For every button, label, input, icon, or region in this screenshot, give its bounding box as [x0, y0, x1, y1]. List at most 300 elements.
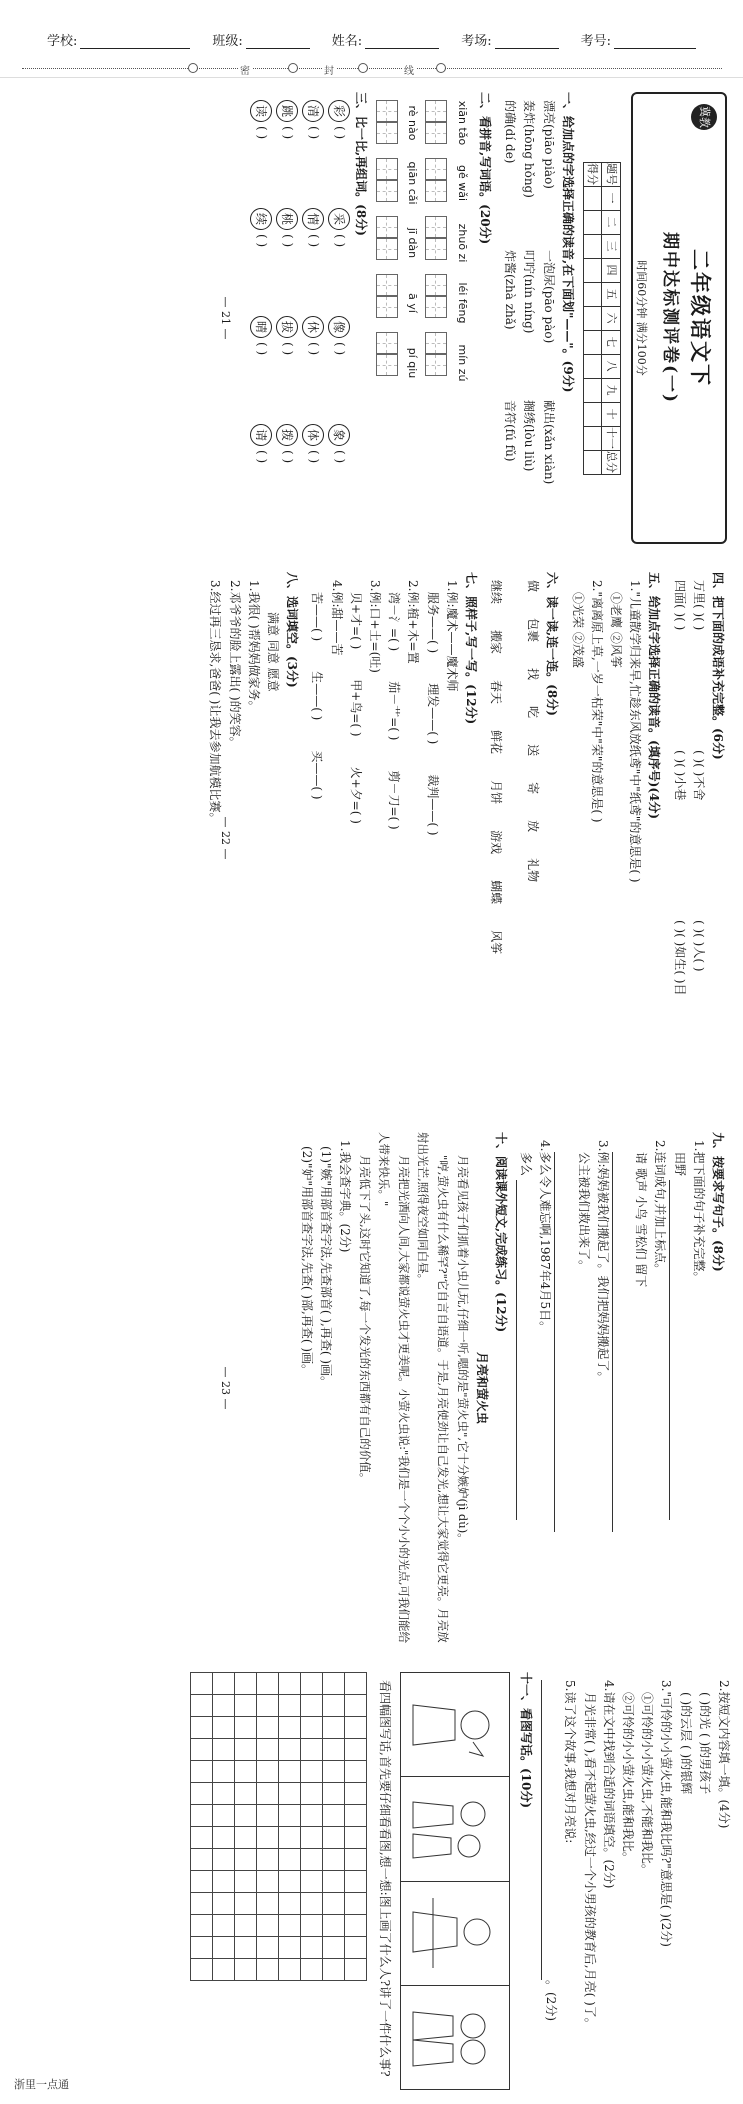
score-cell[interactable]	[583, 402, 602, 426]
writing-cell[interactable]	[300, 1739, 322, 1761]
score-header-cell: 十	[602, 402, 621, 426]
writing-box-pair	[376, 100, 398, 144]
exam-sheet	[0, 78, 743, 2104]
fill-sentence[interactable]: 3.经过再三恳求,爸爸( )让我去参加航模比赛。	[208, 580, 223, 825]
writing-cell[interactable]	[300, 1915, 322, 1937]
section-7-row1	[422, 592, 441, 1104]
answer-line[interactable]	[554, 1152, 566, 1532]
writing-cell[interactable]	[190, 1871, 212, 1893]
writing-cell[interactable]	[190, 1805, 212, 1827]
compare-char: 读	[251, 100, 273, 122]
section-10-q2: 2.按短文内容填一填。(4分)	[717, 1680, 731, 1829]
writing-cell[interactable]	[322, 1849, 344, 1871]
writing-cell[interactable]	[234, 1959, 256, 1981]
exercise-blank[interactable]: 湾－氵=( )	[387, 592, 402, 652]
writing-cell[interactable]	[278, 1717, 300, 1739]
grade-title: 二年级语文下	[688, 249, 713, 387]
match-left-row	[523, 580, 542, 1104]
section-7-row2	[384, 592, 403, 1104]
writing-cell[interactable]	[234, 1673, 256, 1695]
compare-char: 像	[329, 316, 351, 338]
fill-sentence[interactable]: 2.邓爷爷的脸上露出( )的笑容。	[227, 580, 242, 749]
section-8-items	[205, 580, 263, 1104]
number-field[interactable]: 考号:	[581, 27, 696, 49]
answer-line[interactable]	[612, 1152, 624, 1532]
writing-cell[interactable]	[300, 1673, 322, 1695]
writing-cell[interactable]	[278, 1871, 300, 1893]
name-field[interactable]: 姓名:	[332, 27, 439, 49]
writing-cell[interactable]	[256, 1695, 278, 1717]
compare-answer[interactable]: ( )	[333, 450, 348, 464]
writing-cell[interactable]	[212, 1827, 234, 1849]
writing-box[interactable]	[376, 158, 398, 180]
writing-cell[interactable]	[212, 1739, 234, 1761]
section-9-q1: 1.把下面的句子补充完整。	[691, 1140, 706, 1284]
compare-char: 桃	[277, 208, 299, 230]
score-cell[interactable]	[583, 354, 602, 378]
writing-box[interactable]	[425, 216, 447, 238]
writing-cell[interactable]	[344, 1673, 366, 1695]
writing-cell[interactable]	[234, 1937, 256, 1959]
reading-choice[interactable]: 炸酱(zhà zhǎ)	[503, 250, 518, 330]
writing-box[interactable]	[425, 122, 447, 144]
compare-answer[interactable]: ( )	[255, 450, 270, 464]
exam-header	[0, 0, 743, 78]
score-cell[interactable]	[583, 426, 602, 450]
exercise-blank[interactable]: 生——( )	[310, 671, 325, 721]
writing-cell[interactable]	[300, 1959, 322, 1981]
writing-box-pair	[425, 216, 447, 260]
writing-box[interactable]	[425, 332, 447, 354]
match-word-top[interactable]: 包裹	[526, 618, 541, 643]
writing-cell[interactable]	[212, 1717, 234, 1739]
writing-cell[interactable]	[344, 1915, 366, 1937]
writing-cell[interactable]	[344, 1783, 366, 1805]
section-10-q3a[interactable]: ①可怜的小小萤火虫,不能和我比。	[640, 1692, 655, 1876]
exercise-blank[interactable]: 苦——( )	[310, 592, 325, 642]
compare-answer[interactable]: ( )	[333, 126, 348, 140]
score-cell[interactable]	[583, 234, 602, 258]
writing-cell[interactable]	[278, 1915, 300, 1937]
writing-cell[interactable]	[256, 1893, 278, 1915]
writing-cell[interactable]	[322, 1739, 344, 1761]
exam-time: 时间60分钟 满分100分	[635, 260, 649, 376]
reading-choice[interactable]: 叮咛(nín níng)	[522, 250, 537, 334]
page-23	[213, 1118, 743, 1658]
writing-cell[interactable]	[212, 1673, 234, 1695]
writing-cell[interactable]	[278, 1673, 300, 1695]
writing-box[interactable]	[376, 274, 398, 296]
reading-choice[interactable]: 一泡尿(pāo pào)	[541, 250, 556, 344]
writing-cell[interactable]	[300, 1695, 322, 1717]
writing-cell[interactable]	[344, 1717, 366, 1739]
match-word-bottom[interactable]: 春天	[489, 680, 504, 705]
score-cell[interactable]	[583, 450, 602, 474]
writing-box[interactable]	[425, 238, 447, 260]
exercise-blank[interactable]: 火+夕=( )	[348, 766, 363, 824]
writing-cell[interactable]	[322, 1871, 344, 1893]
writing-cell[interactable]	[322, 1695, 344, 1717]
section-10-q4a: 月光非常( ),看不起萤火虫,经过一个小男孩的教育后,月亮( )了。	[582, 1692, 597, 2030]
compare-char: 晴	[251, 316, 273, 338]
exercise-blank[interactable]: 服务——( )	[425, 592, 440, 654]
exercise-blank[interactable]: 裁判——( )	[425, 774, 440, 836]
pinyin-row	[404, 100, 422, 544]
score-header-cell: 三	[602, 234, 621, 258]
score-header-cell: 四	[602, 258, 621, 282]
writing-cell[interactable]	[256, 1849, 278, 1871]
section-10-q3: 3."可怜的小小萤火虫,能和我比吗?"意思是( )(2分)	[659, 1680, 674, 1947]
writing-cell[interactable]	[212, 1783, 234, 1805]
compare-item	[251, 424, 273, 530]
score-cell[interactable]	[583, 306, 602, 330]
writing-cell[interactable]	[322, 1805, 344, 1827]
section-10-q5-points: 。(2分)	[544, 1980, 559, 2021]
writing-cell[interactable]	[190, 1849, 212, 1871]
writing-cell[interactable]	[300, 1871, 322, 1893]
pinyin-label: rè nào	[406, 105, 420, 141]
writing-box-pair	[376, 216, 398, 260]
writing-cell[interactable]	[234, 1761, 256, 1783]
writing-cell[interactable]	[278, 1695, 300, 1717]
writing-cell[interactable]	[344, 1871, 366, 1893]
score-cell[interactable]	[583, 378, 602, 402]
section-7-ex4: 4.例:甜——苦	[329, 580, 344, 656]
section-10-q2a: ( )的光 ( )的男孩子	[697, 1692, 712, 1795]
reading-choice[interactable]: 献出(xǎn xiàn)	[541, 400, 556, 485]
writing-cell[interactable]	[300, 1937, 322, 1959]
compare-answer[interactable]: ( )	[333, 234, 348, 248]
writing-box[interactable]	[425, 158, 447, 180]
writing-cell[interactable]	[344, 1739, 366, 1761]
score-header-cell: 总分	[602, 450, 621, 474]
writing-cell[interactable]	[234, 1871, 256, 1893]
writing-prompt: 看四幅图写话,首先要仔细看看图,想一想:图上画了什么人?讲了一件什么事?	[377, 1680, 392, 2077]
score-cell[interactable]	[583, 282, 602, 306]
writing-cell[interactable]	[278, 1783, 300, 1805]
picture-1	[401, 1673, 509, 1777]
writing-cell[interactable]	[300, 1761, 322, 1783]
writing-cell[interactable]	[234, 1915, 256, 1937]
match-word-top[interactable]: 找	[526, 668, 541, 681]
writing-cell[interactable]	[190, 1673, 212, 1695]
writing-cell[interactable]	[234, 1893, 256, 1915]
compare-item	[251, 208, 273, 314]
writing-box[interactable]	[425, 274, 447, 296]
idiom-item[interactable]: 四面( )( )	[672, 580, 687, 631]
writing-cell[interactable]	[256, 1673, 278, 1695]
writing-cell[interactable]	[278, 1849, 300, 1871]
compare-answer[interactable]: ( )	[281, 126, 296, 140]
compare-char: 续	[251, 208, 273, 230]
compare-answer[interactable]: ( )	[307, 234, 322, 248]
match-word-bottom[interactable]: 继续	[489, 580, 504, 605]
writing-cell[interactable]	[256, 1761, 278, 1783]
score-cell[interactable]	[583, 330, 602, 354]
class-field[interactable]: 班级:	[212, 27, 309, 49]
exercise-blank[interactable]: 茄－艹=( )	[387, 681, 402, 741]
score-label-cell: 得分	[583, 162, 602, 186]
writing-cell[interactable]	[300, 1893, 322, 1915]
answer-line[interactable]	[669, 1180, 681, 1520]
section-9-q2-words: 请 歌声 小鸟 雪松们 留下	[634, 1152, 649, 1288]
writing-cell[interactable]	[344, 1959, 366, 1981]
writing-cell[interactable]	[256, 1739, 278, 1761]
idiom-item[interactable]: ( )( )小巷	[672, 750, 687, 801]
match-word-top[interactable]: 送	[526, 744, 541, 757]
writing-cell[interactable]	[256, 1805, 278, 1827]
compare-answer[interactable]: ( )	[307, 126, 322, 140]
writing-cell[interactable]	[234, 1805, 256, 1827]
writing-cell[interactable]	[300, 1783, 322, 1805]
writing-cell[interactable]	[344, 1827, 366, 1849]
writing-cell[interactable]	[344, 1893, 366, 1915]
publisher-badge: 冀教	[691, 104, 717, 130]
section-5-q1-options[interactable]: ①老鹰 ②风筝	[609, 592, 624, 668]
compare-answer[interactable]: ( )	[307, 450, 322, 464]
idiom-item[interactable]: ( )( )如生( )目	[672, 920, 687, 996]
writing-cell[interactable]	[256, 1827, 278, 1849]
writing-cell[interactable]	[256, 1783, 278, 1805]
writing-cell[interactable]	[300, 1827, 322, 1849]
pinyin-label: qiān cǎi	[406, 161, 420, 205]
writing-cell[interactable]	[212, 1915, 234, 1937]
writing-cell[interactable]	[322, 1893, 344, 1915]
writing-cell[interactable]	[190, 1739, 212, 1761]
story-body	[354, 1132, 471, 1644]
writing-cell[interactable]	[190, 1893, 212, 1915]
writing-box[interactable]	[376, 100, 398, 122]
reading-choice[interactable]: 漂亮(piāo piào)	[541, 100, 556, 189]
writing-cell[interactable]	[234, 1717, 256, 1739]
compare-char: 拔	[277, 316, 299, 338]
writing-cell[interactable]	[278, 1959, 300, 1981]
writing-cell[interactable]	[344, 1761, 366, 1783]
writing-cell[interactable]	[190, 1717, 212, 1739]
compare-item	[277, 100, 299, 206]
writing-cell[interactable]	[212, 1849, 234, 1871]
writing-cell[interactable]	[234, 1849, 256, 1871]
writing-cell[interactable]	[234, 1695, 256, 1717]
exercise-blank[interactable]: 贝+才=( )	[348, 592, 363, 650]
writing-cell[interactable]	[212, 1761, 234, 1783]
compare-item	[329, 100, 351, 206]
writing-cell[interactable]	[278, 1761, 300, 1783]
match-word-bottom[interactable]: 搬家	[489, 630, 504, 655]
pinyin-block-2	[376, 100, 422, 544]
writing-box[interactable]	[376, 216, 398, 238]
writing-cell[interactable]	[190, 1937, 212, 1959]
writing-box[interactable]	[376, 332, 398, 354]
section-10-q4: 4.请在文中找到合适的词语填空。(2分)	[601, 1680, 616, 1889]
story-paragraph: 月亮低下了头,这时它知道了,每一个发光的东西都有自己的价值。	[357, 1155, 372, 1485]
writing-cell[interactable]	[190, 1827, 212, 1849]
writing-cell[interactable]	[278, 1805, 300, 1827]
pinyin-block-1	[425, 100, 471, 544]
reading-choice[interactable]: 轰炸(hōng hǒng)	[522, 100, 537, 198]
writing-cell[interactable]	[256, 1871, 278, 1893]
writing-cell[interactable]	[344, 1937, 366, 1959]
match-word-bottom[interactable]: 风筝	[489, 930, 504, 955]
seal-char: 密	[238, 62, 252, 77]
pinyin-row	[453, 100, 471, 544]
writing-cell[interactable]	[190, 1915, 212, 1937]
writing-box[interactable]	[425, 296, 447, 318]
writing-cell[interactable]	[256, 1937, 278, 1959]
idiom-item[interactable]: ( )( )不舍	[691, 750, 706, 801]
score-cell[interactable]	[583, 186, 602, 210]
writing-cell[interactable]	[212, 1937, 234, 1959]
writing-cell[interactable]	[322, 1959, 344, 1981]
writing-cell[interactable]	[256, 1915, 278, 1937]
writing-cell[interactable]	[212, 1959, 234, 1981]
writing-box-pair	[376, 158, 398, 202]
section-5-q1: 1."儿童散学归来早,忙趁东风放纸鸢"中"纸鸢"的意思是( )	[628, 580, 643, 883]
writing-cell[interactable]	[322, 1915, 344, 1937]
section-10-q3b[interactable]: ②可怜的小小萤火虫,能和我比。	[621, 1692, 636, 1864]
exercise-blank[interactable]: 理发——( )	[425, 683, 440, 745]
writing-cell[interactable]	[322, 1761, 344, 1783]
writing-cell[interactable]	[322, 1827, 344, 1849]
section-5-q2-options[interactable]: ①光荣 ②茂盛	[570, 592, 585, 668]
writing-cell[interactable]	[278, 1739, 300, 1761]
compare-answer[interactable]: ( )	[281, 234, 296, 248]
compare-answer[interactable]: ( )	[333, 342, 348, 356]
watermark: 浙里一点通	[14, 2078, 69, 2091]
writing-cell[interactable]	[322, 1717, 344, 1739]
writing-cell[interactable]	[212, 1695, 234, 1717]
compare-answer[interactable]: ( )	[307, 342, 322, 356]
writing-cell[interactable]	[190, 1783, 212, 1805]
writing-box-pair	[425, 274, 447, 318]
match-word-top[interactable]: 放	[526, 820, 541, 833]
writing-cell[interactable]	[256, 1717, 278, 1739]
writing-cell[interactable]	[300, 1717, 322, 1739]
section-10-q2b: ( )的云层 ( )的银辉	[678, 1692, 693, 1795]
writing-cell[interactable]	[344, 1805, 366, 1827]
writing-cell[interactable]	[300, 1805, 322, 1827]
student-info-row	[0, 27, 743, 49]
compare-item	[303, 100, 325, 206]
section-10-q5: 5.读了这个故事,我想对月亮说:	[563, 1680, 578, 1844]
writing-cell[interactable]	[190, 1695, 212, 1717]
section-10-heading: 十、阅读课外短文,完成练习。(12分)	[493, 1132, 508, 1333]
match-word-bottom[interactable]: 游戏	[489, 830, 504, 855]
writing-cell[interactable]	[212, 1871, 234, 1893]
reading-choice[interactable]: 音符(fú fǔ)	[503, 400, 518, 462]
match-word-top[interactable]: 吃	[526, 706, 541, 719]
room-field[interactable]: 考场:	[461, 27, 558, 49]
compare-answer[interactable]: ( )	[281, 450, 296, 464]
score-cell[interactable]	[583, 258, 602, 282]
writing-box[interactable]	[376, 354, 398, 376]
seal-line	[22, 62, 722, 76]
section-8-heading: 八、选词填空。(3分)	[285, 572, 300, 688]
picture-4	[401, 1986, 509, 2089]
writing-cell[interactable]	[344, 1849, 366, 1871]
compare-item	[329, 316, 351, 422]
match-word-top[interactable]: 寄	[526, 782, 541, 795]
writing-cell[interactable]	[190, 1761, 212, 1783]
section-10-q1b: (2)"妒"用部首查字法,先查( )部,再查( )画。	[299, 1146, 314, 1377]
writing-cell[interactable]	[278, 1893, 300, 1915]
compare-char: 休	[303, 316, 325, 338]
writing-box[interactable]	[425, 100, 447, 122]
writing-cell[interactable]	[322, 1937, 344, 1959]
idiom-item[interactable]: 万里( )( )	[691, 580, 706, 631]
writing-cell[interactable]	[300, 1849, 322, 1871]
section-7-heading: 七、照样子,写一写。(12分)	[463, 572, 478, 725]
writing-cell[interactable]	[278, 1937, 300, 1959]
writing-cell[interactable]	[322, 1673, 344, 1695]
compare-answer[interactable]: ( )	[281, 342, 296, 356]
writing-cell[interactable]	[256, 1959, 278, 1981]
writing-box[interactable]	[376, 238, 398, 260]
match-word-top[interactable]: 礼物	[526, 858, 541, 883]
compare-char: 体	[303, 424, 325, 446]
compare-char: 采	[329, 208, 351, 230]
school-field[interactable]: 学校:	[47, 27, 190, 49]
writing-cell[interactable]	[234, 1783, 256, 1805]
writing-box[interactable]	[425, 180, 447, 202]
picture-3	[401, 1882, 509, 1986]
section-9-q1-stem: 田野	[672, 1152, 687, 1177]
exam-title: 期中达标测评卷(一)	[660, 231, 681, 405]
exercise-blank[interactable]: 甲+鸟=( )	[348, 679, 363, 737]
reading-choice[interactable]: 搁绣(lòu liù)	[522, 400, 537, 472]
writing-cell[interactable]	[212, 1893, 234, 1915]
compare-item	[277, 316, 299, 422]
story-paragraph: "哼,萤火虫有什么稀罕?"它自言自语道。于是,月亮使劲让自己发光,想让大家觉得它更亮。月亮放射出光芒,照得夜空如同白昼。	[416, 1132, 451, 1643]
match-word-bottom[interactable]: 蝴蝶	[489, 880, 504, 905]
writing-box[interactable]	[376, 296, 398, 318]
writing-cell[interactable]	[212, 1805, 234, 1827]
page-24	[13, 1658, 743, 2104]
score-header-cell: 十一	[602, 426, 621, 450]
writing-cell[interactable]	[234, 1827, 256, 1849]
writing-cell[interactable]	[190, 1959, 212, 1981]
writing-cell[interactable]	[234, 1739, 256, 1761]
compare-item	[277, 208, 299, 314]
answer-line[interactable]	[541, 1680, 553, 1980]
writing-box[interactable]	[376, 122, 398, 144]
compare-answer[interactable]: ( )	[255, 342, 270, 356]
match-word-top[interactable]: 做	[526, 580, 541, 593]
idiom-item[interactable]: ( )( )人( )	[691, 920, 706, 972]
compare-item	[277, 424, 299, 530]
match-word-bottom[interactable]: 鲜花	[489, 730, 504, 755]
writing-box[interactable]	[376, 180, 398, 202]
exercise-blank[interactable]: 剪－刀=( )	[387, 770, 402, 830]
score-cell[interactable]	[583, 210, 602, 234]
fill-sentence[interactable]: 1.我很( )帮妈妈做家务。	[246, 580, 261, 713]
answer-line[interactable]	[516, 1180, 528, 1520]
seal-circle	[436, 63, 446, 73]
compare-answer[interactable]: ( )	[255, 126, 270, 140]
page-22	[208, 558, 743, 1118]
match-word-bottom[interactable]: 月饼	[489, 780, 504, 805]
writing-box[interactable]	[425, 354, 447, 376]
writing-cell[interactable]	[344, 1695, 366, 1717]
compare-answer[interactable]: ( )	[255, 234, 270, 248]
exercise-blank[interactable]: 买——( )	[310, 750, 325, 800]
score-header-cell: 七	[602, 330, 621, 354]
writing-cell[interactable]	[322, 1783, 344, 1805]
writing-grid[interactable]	[190, 1672, 367, 1981]
compare-char: 请	[251, 424, 273, 446]
reading-choice[interactable]: 的确(dí de)	[503, 100, 518, 164]
writing-cell[interactable]	[278, 1827, 300, 1849]
